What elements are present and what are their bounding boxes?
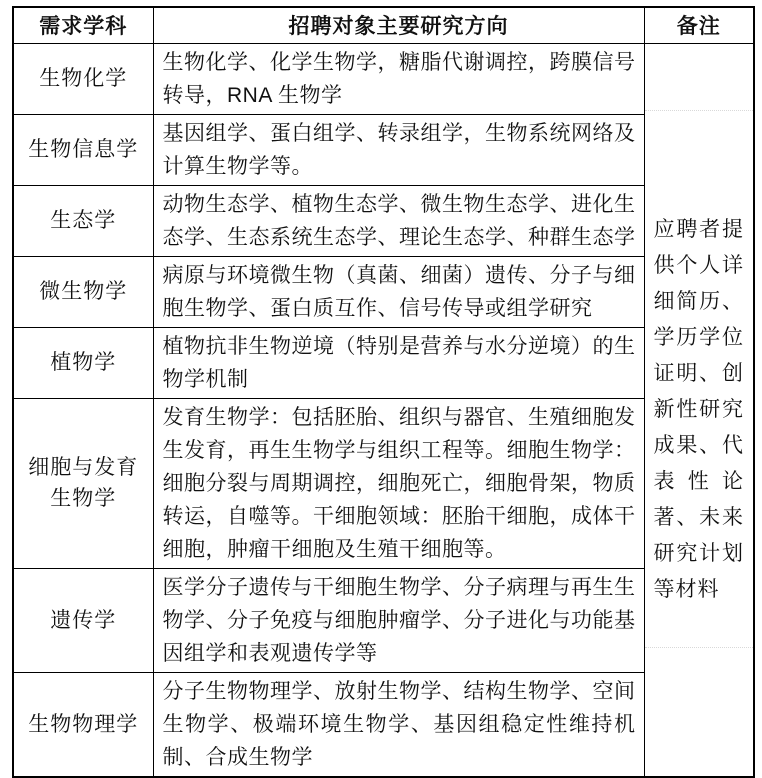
header-discipline: 需求学科	[13, 7, 153, 43]
research-cell: 医学分子遗传与干细胞生物学、分子病理与再生生物学、分子免疫与细胞肿瘤学、分子进化与功能基因组学和表观遗传学等	[153, 568, 644, 672]
discipline-cell: 生态学	[13, 185, 153, 256]
table-row-cell-developmental-biology	[13, 398, 754, 568]
research-cell: 基因组学、蛋白组学、转录组学，生物系统网络及计算生物学等。	[153, 114, 644, 185]
faint-gridline	[645, 647, 754, 648]
table-row-microbiology	[13, 256, 754, 327]
remark-text: 应聘者提供个人详细简历、学历学位证明、创新性研究成果、代表性论著、未来研究计划等材料	[653, 217, 744, 601]
table-row-botany	[13, 327, 754, 398]
discipline-cell: 遗传学	[13, 568, 153, 672]
discipline-cell: 生物化学	[13, 43, 153, 114]
discipline-cell: 生物物理学	[13, 672, 153, 777]
table-row-bioinformatics	[13, 114, 754, 185]
header-remark: 备注	[644, 7, 754, 43]
table-row-genetics	[13, 568, 754, 672]
table-row-biochemistry	[13, 43, 754, 114]
discipline-cell: 植物学	[13, 327, 153, 398]
table-header-row	[13, 7, 754, 43]
recruitment-table	[12, 6, 755, 778]
discipline-cell: 生物信息学	[13, 114, 153, 185]
discipline-cell: 细胞与发育生物学	[13, 398, 153, 568]
research-cell: 生物化学、化学生物学，糖脂代谢调控，跨膜信号转导，RNA 生物学	[153, 43, 644, 114]
faint-gridline	[645, 110, 754, 111]
table-row-ecology	[13, 185, 754, 256]
discipline-cell: 微生物学	[13, 256, 153, 327]
header-research: 招聘对象主要研究方向	[153, 7, 644, 43]
research-cell: 发育生物学：包括胚胎、组织与器官、生殖细胞发生发育，再生生物学与组织工程等。细胞生物学：细胞分裂与周期调控，细胞死亡，细胞骨架，物质转运，自噬等。干细胞领域：胚胎干细胞，成体干细胞，肿瘤干细胞及生殖干细胞等。	[153, 398, 644, 568]
research-cell: 动物生态学、植物生态学、微生物生态学、进化生态学、生态系统生态学、理论生态学、种群生态学	[153, 185, 644, 256]
table-row-biophysics	[13, 672, 754, 777]
research-cell: 植物抗非生物逆境（特别是营养与水分逆境）的生物学机制	[153, 327, 644, 398]
remark-cell	[644, 43, 754, 777]
research-cell: 病原与环境微生物（真菌、细菌）遗传、分子与细胞生物学、蛋白质互作、信号传导或组学研究	[153, 256, 644, 327]
research-cell: 分子生物物理学、放射生物学、结构生物学、空间生物学、极端环境生物学、基因组稳定性维持机制、合成生物学	[153, 672, 644, 777]
